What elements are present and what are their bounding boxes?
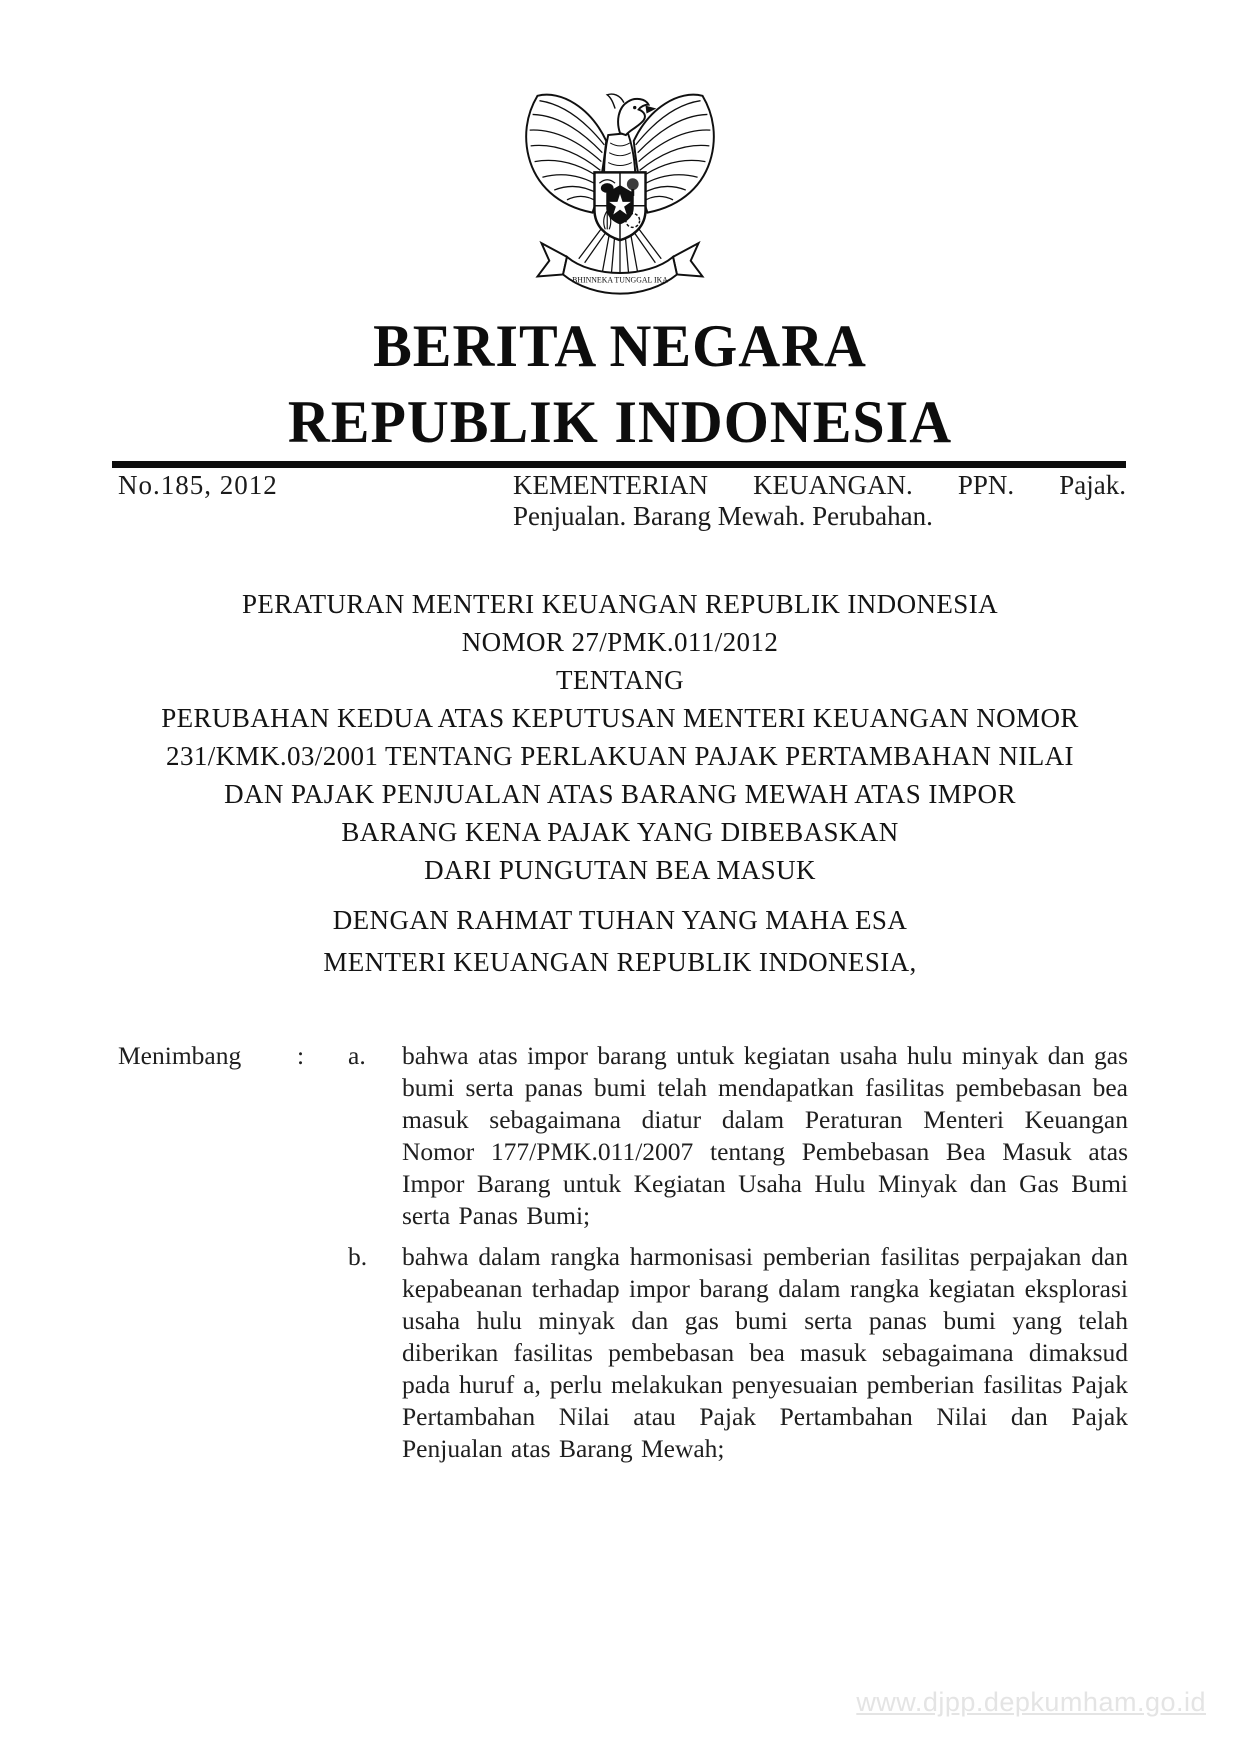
masthead-rule <box>112 461 1126 468</box>
considerations-section <box>118 1040 1128 1465</box>
masthead <box>0 308 1240 460</box>
masthead-line-2: REPUBLIK INDONESIA <box>287 388 953 456</box>
item-text: bahwa atas impor barang untuk kegiatan usaha hulu minyak dan gas bumi serta panas bumi telah mendapatkan fasilitas pembebasan bea masuk sebagaimana diatur dalam Peraturan Menteri Keuangan Nomor 177/PMK.011/2007 tentang Pembebasan Bea Masuk atas Impor Barang untuk Kegiatan Usaha Hulu Minyak dan Gas Bumi serta Panas Bumi; <box>402 1041 1128 1230</box>
preamble-line-2: MENTERI KEUANGAN REPUBLIK INDONESIA, <box>323 947 917 977</box>
preamble <box>55 905 1185 978</box>
watermark-url: www.djpp.depkumham.go.id <box>856 1687 1206 1717</box>
consideration-item-a <box>118 1040 1128 1232</box>
item-text: bahwa dalam rangka harmonisasi pemberian fasilitas perpajakan dan kepabeanan terhadap impor barang dalam rangka kegiatan eksplorasi usaha hulu minyak dan gas bumi serta panas bumi yang telah diberikan fasilitas pembebasan bea masuk sebagaimana dimaksud pada huruf a, perlu melakukan penyesuaian pemberian fasilitas Pajak Pertambahan Nilai atau Pajak Pertambahan Nilai dan Pajak Penjualan atas Barang Mewah; <box>402 1242 1128 1463</box>
subject-word: KEMENTERIAN <box>513 470 708 500</box>
garuda-pancasila-emblem <box>521 84 719 302</box>
regulation-title-line: TENTANG <box>555 665 685 695</box>
masthead-line-1: BERITA NEGARA <box>373 312 867 380</box>
subject-line-1 <box>513 470 1126 501</box>
regulation-title-line: 231/KMK.03/2001 TENTANG PERLAKUAN PAJAK PERTAMBAHAN NILAI <box>166 741 1074 771</box>
regulation-title-line: BARANG KENA PAJAK YANG DIBEBASKAN <box>341 817 899 847</box>
item-letter: a. <box>348 1041 366 1070</box>
preamble-line-1: DENGAN RAHMAT TUHAN YANG MAHA ESA <box>332 905 908 935</box>
subject-word: PPN. <box>957 470 1015 500</box>
emblem-motto: BHINNEKA TUNGGAL IKA <box>572 275 668 285</box>
consideration-item-b <box>118 1241 1128 1465</box>
considerations-separator: : <box>297 1041 305 1070</box>
regulation-title-line: PERATURAN MENTERI KEUANGAN REPUBLIK INDONESIA <box>242 589 998 619</box>
regulation-title-line: NOMOR 27/PMK.011/2012 <box>461 627 779 657</box>
considerations-label: Menimbang <box>118 1041 242 1070</box>
subject-word: KEUANGAN. <box>753 470 913 500</box>
subject-block <box>513 470 1126 532</box>
regulation-title <box>55 585 1185 889</box>
item-letter: b. <box>348 1242 368 1271</box>
subject-word: Pajak. <box>1059 470 1126 500</box>
edition-number: No.185, 2012 <box>118 470 278 500</box>
regulation-title-line: PERUBAHAN KEDUA ATAS KEPUTUSAN MENTERI KEUANGAN NOMOR <box>161 703 1079 733</box>
regulation-title-line: DARI PUNGUTAN BEA MASUK <box>424 855 816 885</box>
regulation-title-line: DAN PAJAK PENJUALAN ATAS BARANG MEWAH ATAS IMPOR <box>224 779 1016 809</box>
subject-line-2: Penjualan. Barang Mewah. Perubahan. <box>513 501 933 531</box>
